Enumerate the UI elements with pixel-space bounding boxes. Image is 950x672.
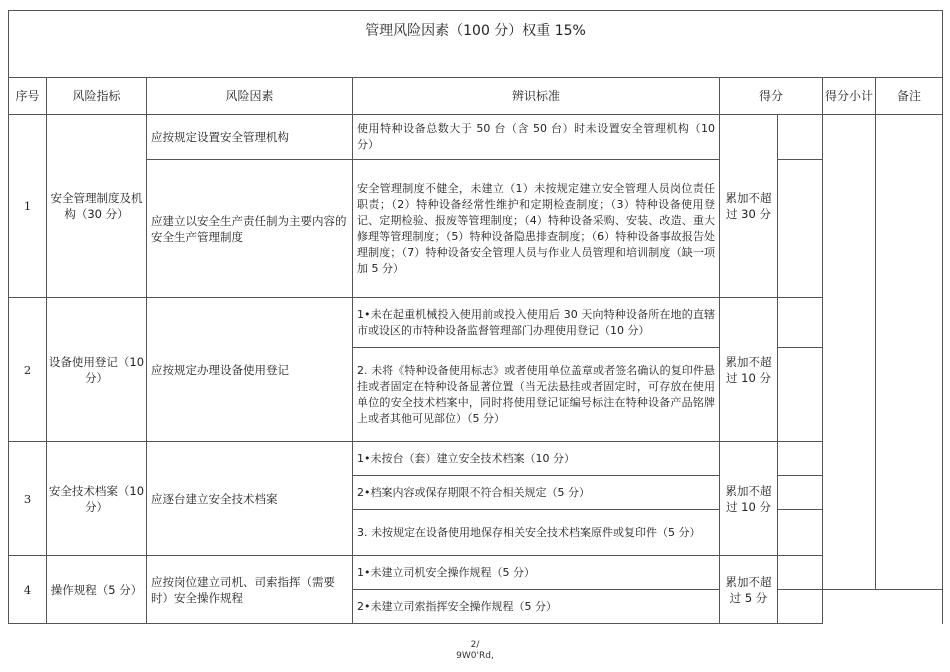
- row1-score-input-1[interactable]: [778, 115, 823, 160]
- row4-seq: 4: [9, 556, 47, 624]
- row1-factor-2: 应建立以安全生产责任制为主要内容的安全生产管理制度: [147, 160, 353, 298]
- row1-standard-2: 安全管理制度不健全，未建立（1）未按规定建立安全管理人员岗位责任职责；（2）特种设备经常性维护和定期检查制度；（3）特种设备使用登记、定期检验、报废等管理制度；（4）特种设备采购、安装、改造、重大修理等管理制度；（5）特种设备隐患排查制度；（6）特种设备事故报告处理制度；（7）特种设备安全管理人员与作业人员管理和培训制度（缺一项加 5 分）: [353, 160, 720, 298]
- row3-factor: 应逐台建立安全技术档案: [147, 442, 353, 556]
- row3-score-limit: 累加不超过 10 分: [720, 442, 778, 556]
- row2-indicator: 设备使用登记（10 分）: [47, 298, 147, 442]
- header-subtotal: 得分小计: [823, 78, 876, 115]
- header-seq: 序号: [9, 78, 47, 115]
- table-title: 管理风险因素（100 分）权重 15%: [9, 11, 943, 78]
- header-standard: 辨识标准: [353, 78, 720, 115]
- row3-score-input-3[interactable]: [778, 510, 823, 556]
- row3-indicator: 安全技术档案（10 分）: [47, 442, 147, 556]
- row4-indicator: 操作规程（5 分）: [47, 556, 147, 624]
- row3-standard-3: 3. 未按规定在设备使用地保存相关安全技术档案原件或复印件（5 分）: [353, 510, 720, 556]
- row2-standard-2: 2. 未将《特种设备使用标志》或者使用单位盖章或者签名确认的复印件悬挂或者固定在特种设备显著位置（当无法悬挂或者固定时，可存放在使用单位的安全技术档案中，同时将使用登记证编号标注在特种设备产品铭牌上或者其他可见部位）（5 分）: [353, 348, 720, 442]
- row1-score-limit: 累加不超过 30 分: [720, 115, 778, 298]
- row3-score-input-2[interactable]: [778, 476, 823, 510]
- row3-standard-2: 2•档案内容或保存期限不符合相关规定（5 分）: [353, 476, 720, 510]
- row4-standard-2: 2•未建立司索指挥安全操作规程（5 分）: [353, 590, 720, 624]
- remark-cell[interactable]: [876, 115, 943, 590]
- row3-standard-1: 1•未按台（套）建立安全技术档案（10 分）: [353, 442, 720, 476]
- row4-standard-1: 1•未建立司机安全操作规程（5 分）: [353, 556, 720, 590]
- row1-standard-1: 使用特种设备总数大于 50 台（含 50 台）时未设置安全管理机构（10 分）: [353, 115, 720, 160]
- row2-score-limit: 累加不超过 10 分: [720, 298, 778, 442]
- footer-code: 9W0'Rd,: [456, 651, 494, 661]
- row2-score-input-1[interactable]: [778, 298, 823, 348]
- row2-standard-1: 1•未在起重机械投入使用前或投入使用后 30 天向特种设备所在地的直辖市或设区的市特种设备监督管理部门办理使用登记（10 分）: [353, 298, 720, 348]
- risk-table-sheet: [8, 10, 942, 624]
- row2-factor: 应按规定办理设备使用登记: [147, 298, 353, 442]
- row3-score-input-1[interactable]: [778, 442, 823, 476]
- header-score: 得分: [720, 78, 823, 115]
- row4-factor: 应按岗位建立司机、司索指挥（需要时）安全操作规程: [147, 556, 353, 624]
- header-factor: 风险因素: [147, 78, 353, 115]
- row1-score-input-2[interactable]: [778, 160, 823, 298]
- row1-seq: 1: [9, 115, 47, 298]
- header-indicator: 风险指标: [47, 78, 147, 115]
- row2-seq: 2: [9, 298, 47, 442]
- row4-score-limit: 累加不超过 5 分: [720, 556, 778, 624]
- row4-score-input-2[interactable]: [778, 590, 823, 624]
- row1-factor-1: 应按规定设置安全管理机构: [147, 115, 353, 160]
- subtotal-cell[interactable]: [823, 115, 876, 590]
- row3-seq: 3: [9, 442, 47, 556]
- header-remark: 备注: [876, 78, 943, 115]
- row1-indicator: 安全管理制度及机构（30 分）: [47, 115, 147, 298]
- row4-score-input-1[interactable]: [778, 556, 823, 590]
- row2-score-input-2[interactable]: [778, 348, 823, 442]
- risk-factor-table: [8, 10, 943, 624]
- page-number: 2/: [470, 640, 480, 650]
